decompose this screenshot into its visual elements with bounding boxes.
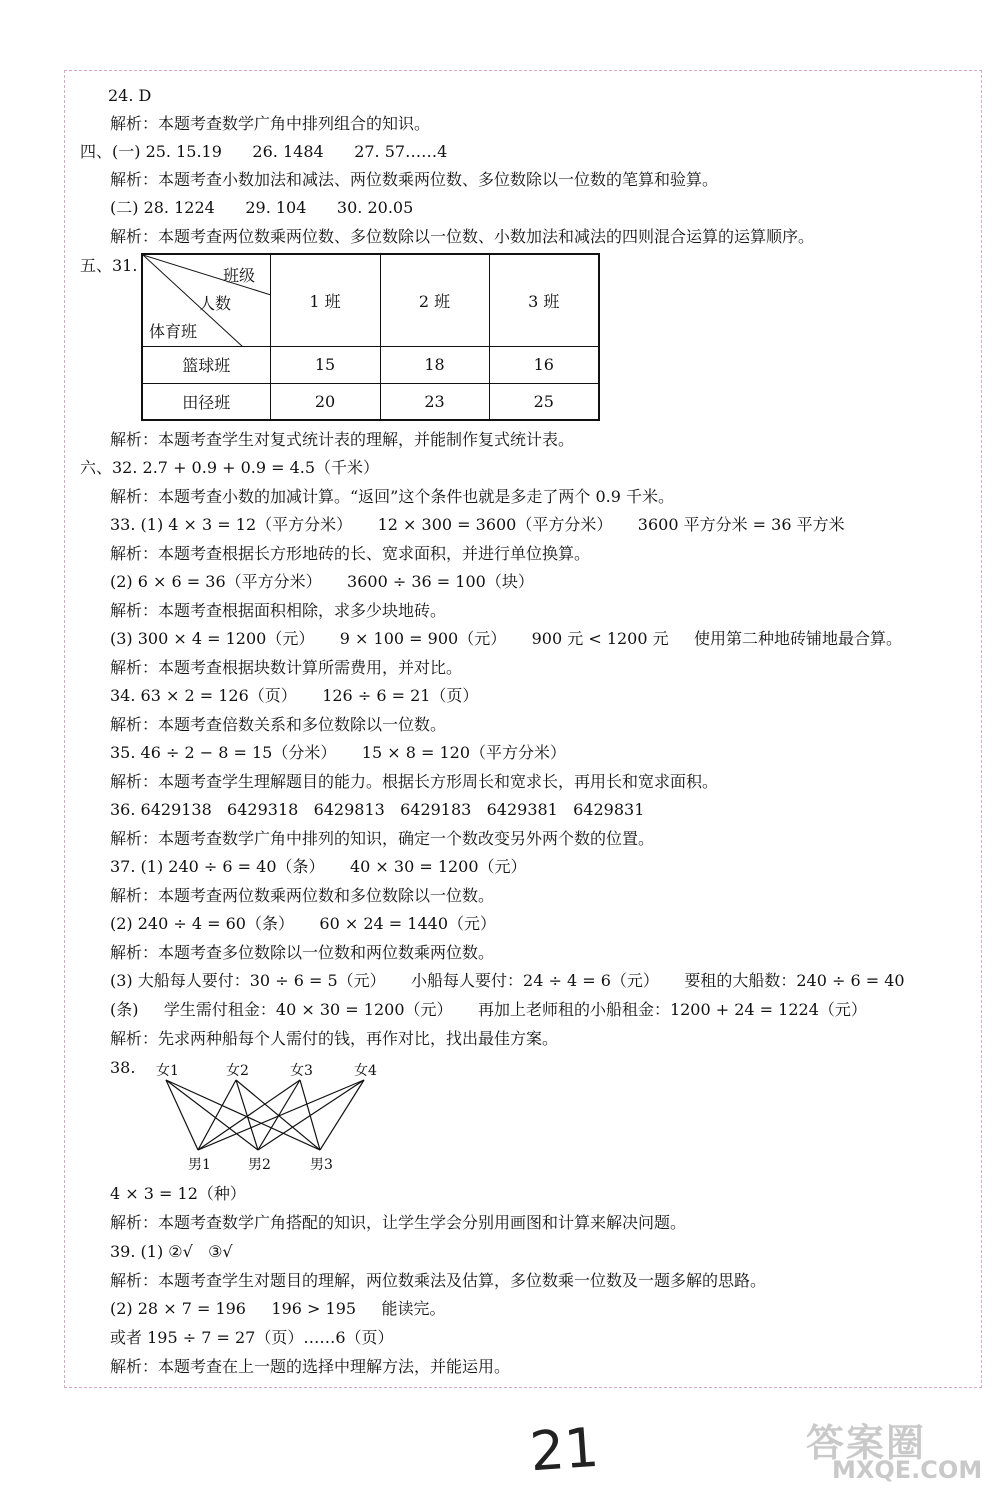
table-cell: 25 — [489, 383, 599, 420]
answer-line: (2) 28 × 7 = 196 196 > 195 能读完。 — [110, 1299, 446, 1318]
answer-line: 37. (1) 240 ÷ 6 = 40（条） 40 × 30 = 1200（元） — [110, 857, 527, 876]
answer-line: 36. 6429138 6429318 6429813 6429183 6429381 6429831 — [110, 800, 645, 819]
header-count-label: 人数 — [199, 294, 232, 313]
boy-label: 男1 — [188, 1157, 211, 1173]
section-five-line: 五、31. — [80, 256, 138, 275]
analysis-line: 解析：本题考查根据块数计算所需费用，并对比。 — [110, 658, 463, 677]
analysis-line: 解析：本题考查两位数乘两位数和多位数除以一位数。 — [110, 886, 495, 905]
girl-label: 女4 — [354, 1063, 377, 1079]
row-label: 篮球班 — [142, 346, 270, 383]
analysis-line: 解析：本题考查小数的加减计算。“返回”这个条件也就是多走了两个 0.9 千米。 — [110, 487, 674, 506]
column-header: 2 班 — [380, 254, 489, 346]
answer-line: (3) 300 × 4 = 1200（元） 9 × 100 = 900（元） 900 元 < 1200 元 使用第二种地砖铺地最合算。 — [110, 629, 903, 648]
answer-line: 34. 63 × 2 = 126（页） 126 ÷ 6 = 21（页） — [110, 686, 479, 705]
analysis-line: 解析：本题考查数学广角搭配的知识，让学生学会分别用画图和计算来解决问题。 — [110, 1213, 687, 1232]
analysis-line: 解析：本题考查学生对题目的理解，两位数乘法及估算，多位数乘一位数及一题多解的思路。 — [110, 1271, 767, 1290]
table-cell: 15 — [270, 346, 380, 383]
answer-line: (2) 240 ÷ 4 = 60（条） 60 × 24 = 1440（元） — [110, 914, 497, 933]
answer-line: (条) 学生需付租金：40 × 30 = 1200（元） 再加上老师租的小船租金：1200 + 24 = 1224（元） — [110, 1000, 867, 1019]
girl-label: 女3 — [290, 1063, 313, 1079]
table-cell: 23 — [380, 383, 489, 420]
column-header: 3 班 — [489, 254, 599, 346]
section-four-line: 四、(一) 25. 15.19 26. 1484 27. 57……4 — [80, 142, 448, 161]
analysis-line: 解析：本题考查根据长方形地砖的长、宽求面积，并进行单位换算。 — [110, 544, 591, 563]
answer-line: 4 × 3 = 12（种） — [110, 1184, 246, 1203]
answer-line: (2) 6 × 6 = 36（平方分米） 3600 ÷ 36 = 100（块） — [110, 572, 534, 591]
analysis-line: 解析：本题考查多位数除以一位数和两位数乘两位数。 — [110, 943, 495, 962]
column-header: 1 班 — [270, 254, 380, 346]
sports-class-table — [141, 253, 600, 421]
table-row — [142, 383, 599, 420]
handwritten-page-number: 21 — [527, 1415, 601, 1484]
analysis-line: 解析：本题考查学生对复式统计表的理解，并能制作复式统计表。 — [110, 430, 575, 449]
answer-line: 24. D — [108, 86, 152, 105]
answer-line: 39. (1) ②√ ③√ — [110, 1242, 233, 1261]
boy-label: 男3 — [310, 1157, 333, 1173]
boy-label: 男2 — [248, 1157, 271, 1173]
table-row — [142, 346, 599, 383]
matching-diagram — [140, 1058, 400, 1178]
table-cell: 18 — [380, 346, 489, 383]
table-cell: 16 — [489, 346, 599, 383]
analysis-line: 解析：本题考查两位数乘两位数、多位数除以一位数、小数加法和减法的四则混合运算的运算顺序。 — [110, 227, 815, 246]
analysis-line: 解析：先求两种船每个人需付的钱，再作对比，找出最佳方案。 — [110, 1029, 559, 1048]
analysis-line: 解析：本题考查在上一题的选择中理解方法，并能运用。 — [110, 1357, 511, 1376]
question-38-label: 38. — [110, 1058, 136, 1077]
analysis-line: 解析：本题考查倍数关系和多位数除以一位数。 — [110, 715, 447, 734]
section-six-line: 六、32. 2.7 + 0.9 + 0.9 = 4.5（千米） — [80, 458, 380, 477]
analysis-line: 解析：本题考查数学广角中排列的知识，确定一个数改变另外两个数的位置。 — [110, 829, 655, 848]
girl-label: 女1 — [156, 1063, 179, 1079]
answer-line: 或者 195 ÷ 7 = 27（页）……6（页） — [110, 1328, 394, 1347]
answer-line: 33. (1) 4 × 3 = 12（平方分米） 12 × 300 = 3600（平方分米） 3600 平方分米 = 36 平方米 — [110, 515, 845, 534]
row-label: 田径班 — [142, 383, 270, 420]
analysis-line: 解析：本题考查学生理解题目的能力。根据长方形周长和宽求长，再用长和宽求面积。 — [110, 772, 719, 791]
table-cell: 20 — [270, 383, 380, 420]
answer-line: (3) 大船每人要付：30 ÷ 6 = 5（元） 小船每人要付：24 ÷ 4 = 6（元） 要租的大船数：240 ÷ 6 = 40 — [110, 971, 905, 990]
girl-label: 女2 — [226, 1063, 249, 1079]
analysis-line: 解析：本题考查数学广角中排列组合的知识。 — [110, 114, 431, 133]
analysis-line: 解析：本题考查根据面积相除，求多少块地砖。 — [110, 601, 447, 620]
answer-line: 35. 46 ÷ 2 − 8 = 15（分米） 15 × 8 = 120（平方分米） — [110, 743, 567, 762]
watermark-url: MXQE.COM — [832, 1456, 983, 1484]
table-diagonal-header-cell — [142, 254, 270, 346]
header-sport-label: 体育班 — [149, 322, 198, 341]
header-class-label: 班级 — [223, 266, 256, 285]
watermark-logo: 答案圈 — [806, 1421, 927, 1465]
analysis-line: 解析：本题考查小数加法和减法、两位数乘两位数、多位数除以一位数的笔算和验算。 — [110, 170, 719, 189]
answer-line: (二) 28. 1224 29. 104 30. 20.05 — [110, 198, 414, 217]
